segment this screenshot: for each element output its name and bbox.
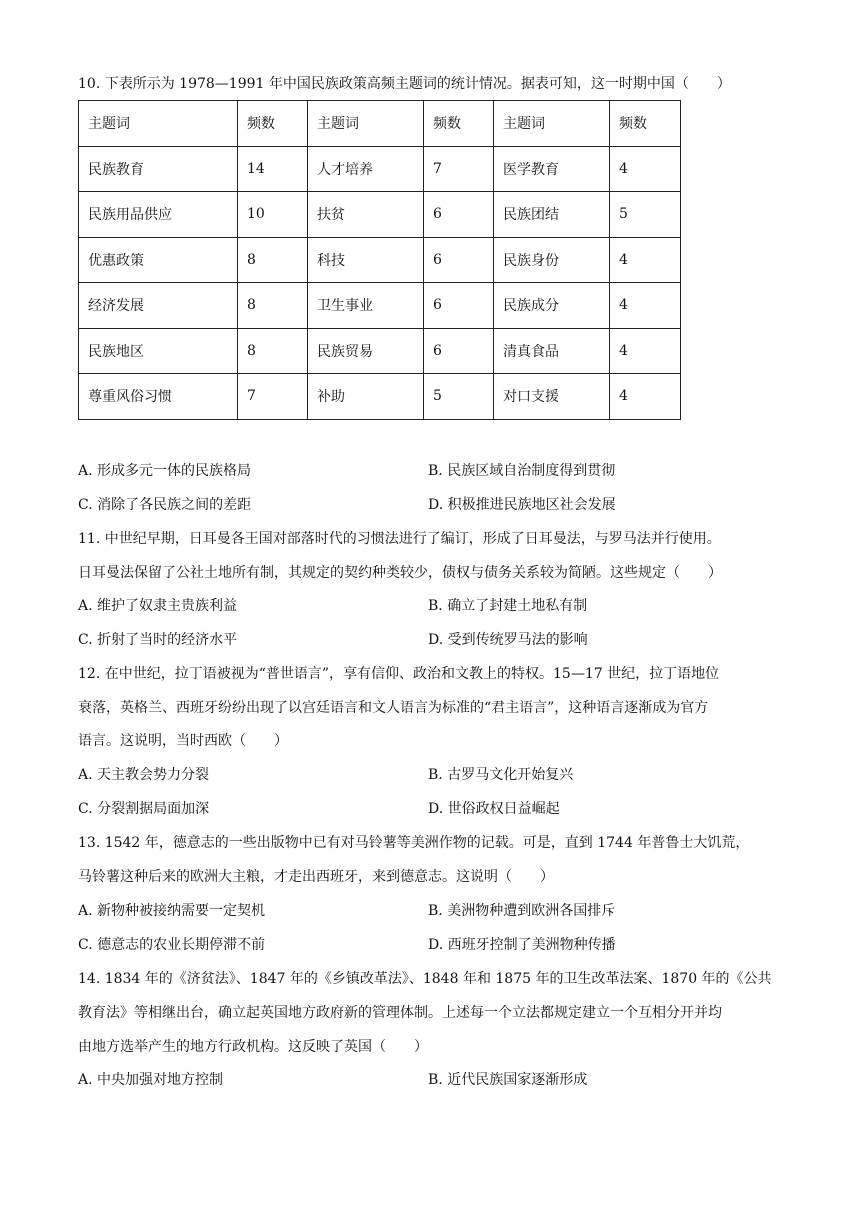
table-header-row	[79, 101, 681, 147]
keyword-cell: 对口支援	[494, 374, 610, 420]
keyword-cell: 民族团结	[494, 192, 610, 238]
keyword-cell: 民族贸易	[308, 328, 424, 374]
question-13-stem-line-2: 马铃薯这种后来的欧洲大主粮，才走出西班牙，来到德意志。这说明（ ）	[78, 869, 554, 885]
question-12-stem-line-2: 衰落，英格兰、西班牙纷纷出现了以宫廷语言和文人语言为标准的“君主语言”，这种语言逐渐成为官方	[78, 700, 709, 716]
frequency-cell: 6	[424, 328, 494, 374]
table-header-cell: 频数	[238, 101, 308, 147]
frequency-cell: 4	[610, 237, 681, 283]
keyword-cell: 民族地区	[79, 328, 238, 374]
table-row	[79, 374, 681, 420]
question-11-stem-line-1: 11. 中世纪早期，日耳曼各王国对部落时代的习惯法进行了编订，形成了日耳曼法，与罗马法并行使用。	[78, 531, 721, 547]
frequency-cell: 14	[238, 146, 308, 192]
question-14-stem-line-3: 由地方选举产生的地方行政机构。这反映了英国（ ）	[78, 1039, 428, 1055]
question-11-option-a[interactable]: A. 维护了奴隶主贵族利益	[78, 598, 238, 614]
frequency-cell: 8	[238, 237, 308, 283]
table-row	[79, 283, 681, 329]
table-header-cell: 主题词	[494, 101, 610, 147]
frequency-cell: 5	[610, 192, 681, 238]
question-12-option-d[interactable]: D. 世俗政权日益崛起	[428, 801, 560, 817]
question-13-option-b[interactable]: B. 美洲物种遭到欧洲各国排斥	[428, 903, 616, 919]
question-10-option-a[interactable]: A. 形成多元一体的民族格局	[78, 463, 252, 479]
question-14-option-b[interactable]: B. 近代民族国家逐渐形成	[428, 1072, 588, 1088]
frequency-cell: 7	[424, 146, 494, 192]
frequency-cell: 8	[238, 328, 308, 374]
question-14-stem-line-1: 14. 1834 年的《济贫法》、1847 年的《乡镇改革法》、1848 年和 1875 年的卫生改革法案、1870 年的《公共	[78, 971, 772, 987]
question-12-option-b[interactable]: B. 古罗马文化开始复兴	[428, 767, 574, 783]
keyword-cell: 民族用品供应	[79, 192, 238, 238]
frequency-cell: 4	[610, 146, 681, 192]
frequency-cell: 4	[610, 328, 681, 374]
keyword-cell: 经济发展	[79, 283, 238, 329]
keyword-cell: 医学教育	[494, 146, 610, 192]
question-11-option-c[interactable]: C. 折射了当时的经济水平	[78, 632, 238, 648]
frequency-cell: 8	[238, 283, 308, 329]
frequency-cell: 5	[424, 374, 494, 420]
question-11-stem-line-2: 日耳曼法保留了公社土地所有制，其规定的契约种类较少，债权与债务关系较为简陋。这些规定（ ）	[78, 565, 722, 581]
keyword-cell: 优惠政策	[79, 237, 238, 283]
question-11-option-d[interactable]: D. 受到传统罗马法的影响	[428, 632, 588, 648]
table-row	[79, 328, 681, 374]
question-12-option-a[interactable]: A. 天主教会势力分裂	[78, 767, 210, 783]
frequency-cell: 6	[424, 283, 494, 329]
frequency-cell: 4	[610, 283, 681, 329]
keyword-cell: 人才培养	[308, 146, 424, 192]
table-row	[79, 146, 681, 192]
frequency-cell: 4	[610, 374, 681, 420]
keyword-cell: 尊重风俗习惯	[79, 374, 238, 420]
question-14-option-a[interactable]: A. 中央加强对地方控制	[78, 1072, 224, 1088]
question-12-stem-line-1: 12. 在中世纪，拉丁语被视为“普世语言”，享有信仰、政治和文教上的特权。15—17 世纪，拉丁语地位	[78, 666, 720, 682]
keyword-cell: 扶贫	[308, 192, 424, 238]
question-10-option-b[interactable]: B. 民族区域自治制度得到贯彻	[428, 463, 616, 479]
frequency-table-body	[79, 101, 681, 420]
frequency-cell: 6	[424, 237, 494, 283]
keyword-cell: 科技	[308, 237, 424, 283]
question-10-option-d[interactable]: D. 积极推进民族地区社会发展	[428, 497, 616, 513]
question-14-stem-line-2: 教育法》等相继出台，确立起英国地方政府新的管理体制。上述每一个立法都规定建立一个互相分开并均	[78, 1005, 722, 1021]
question-13-option-d[interactable]: D. 西班牙控制了美洲物种传播	[428, 937, 616, 953]
frequency-table	[78, 100, 681, 420]
question-12-option-c[interactable]: C. 分裂割据局面加深	[78, 801, 210, 817]
table-header-cell: 主题词	[79, 101, 238, 147]
keyword-cell: 卫生事业	[308, 283, 424, 329]
keyword-cell: 民族教育	[79, 146, 238, 192]
table-header-cell: 频数	[424, 101, 494, 147]
question-13-stem-line-1: 13. 1542 年，德意志的一些出版物中已有对马铃薯等美洲作物的记载。可是，直到 1744 年普鲁士大饥荒，	[78, 835, 750, 851]
keyword-cell: 补助	[308, 374, 424, 420]
question-13-option-a[interactable]: A. 新物种被接纳需要一定契机	[78, 903, 266, 919]
table-row	[79, 192, 681, 238]
keyword-cell: 民族成分	[494, 283, 610, 329]
table-header-cell: 频数	[610, 101, 681, 147]
question-10-option-c[interactable]: C. 消除了各民族之间的差距	[78, 497, 252, 513]
keyword-cell: 民族身份	[494, 237, 610, 283]
question-11-option-b[interactable]: B. 确立了封建土地私有制	[428, 598, 588, 614]
question-10-stem: 10. 下表所示为 1978—1991 年中国民族政策高频主题词的统计情况。据表可知，这一时期中国（ ）	[78, 76, 731, 92]
question-13-option-c[interactable]: C. 德意志的农业长期停滞不前	[78, 937, 266, 953]
frequency-cell: 6	[424, 192, 494, 238]
keyword-cell: 清真食品	[494, 328, 610, 374]
table-header-cell: 主题词	[308, 101, 424, 147]
frequency-cell: 7	[238, 374, 308, 420]
frequency-cell: 10	[238, 192, 308, 238]
question-12-stem-line-3: 语言。这说明，当时西欧（ ）	[78, 733, 288, 749]
table-row	[79, 237, 681, 283]
